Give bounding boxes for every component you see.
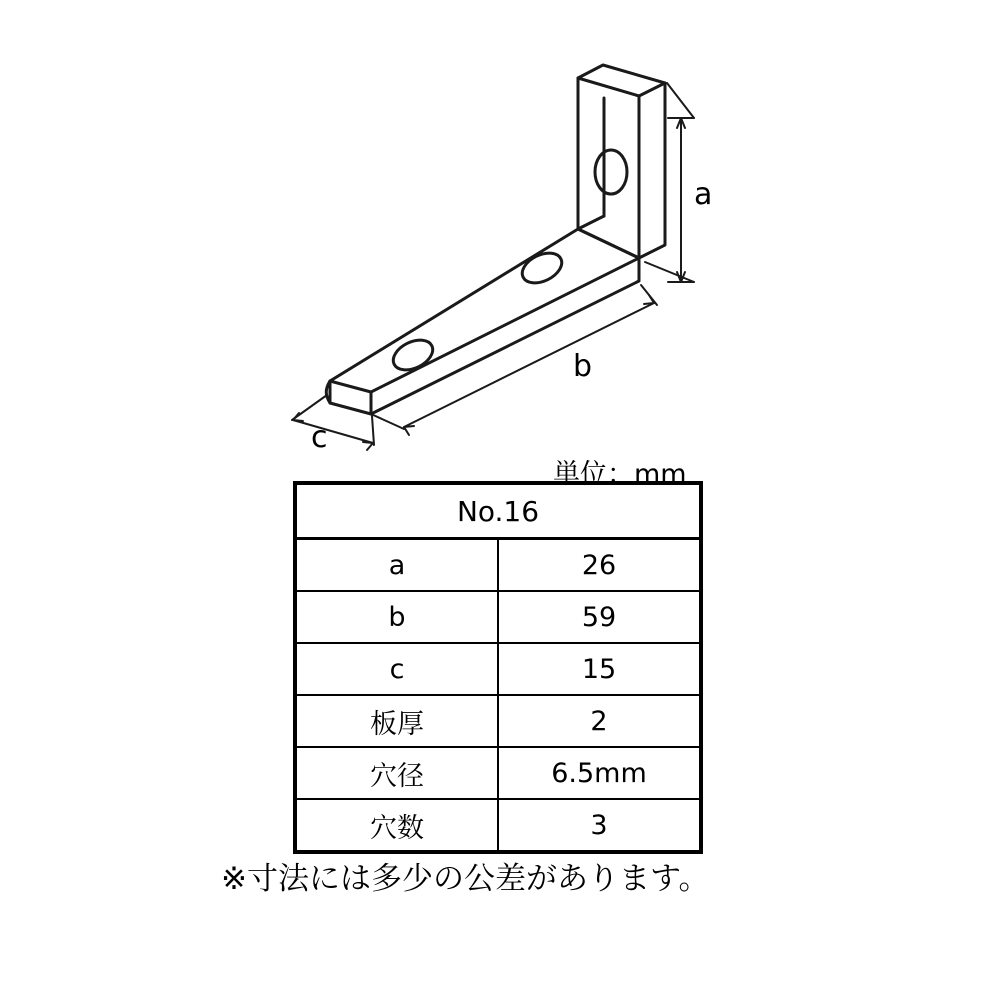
unit-note: 単位：mm bbox=[553, 459, 687, 490]
dimension-label-a: a bbox=[694, 177, 713, 212]
table-row bbox=[295, 747, 701, 799]
dimension-b-line bbox=[404, 295, 654, 435]
table-row bbox=[295, 799, 701, 852]
vertical-leg-front-face bbox=[578, 78, 639, 258]
table-cell-value: 2 bbox=[498, 695, 701, 747]
table-cell-value: 15 bbox=[498, 643, 701, 695]
table-row bbox=[295, 591, 701, 643]
horizontal-leg-front-face bbox=[371, 258, 639, 414]
bracket-drawing bbox=[0, 0, 1000, 480]
corner-fold-line bbox=[578, 216, 604, 229]
table-cell-key: b bbox=[295, 591, 498, 643]
dimension-label-b: b bbox=[573, 349, 593, 384]
hole-middle bbox=[517, 247, 566, 289]
table-cell-value: 59 bbox=[498, 591, 701, 643]
table-header-cell: No.16 bbox=[295, 483, 701, 539]
table-cell-key: 板厚 bbox=[295, 695, 498, 747]
table-row bbox=[295, 539, 701, 592]
table-cell-key: 穴数 bbox=[295, 799, 498, 852]
dimension-label-c: c bbox=[311, 420, 328, 455]
dimension-c-line bbox=[293, 413, 373, 450]
table-row bbox=[295, 643, 701, 695]
vertical-leg-side-face bbox=[639, 83, 665, 258]
table-cell-value: 26 bbox=[498, 539, 701, 592]
table-header-row bbox=[295, 483, 701, 539]
table-row bbox=[295, 695, 701, 747]
spec-table bbox=[293, 481, 703, 854]
dimension-a-line bbox=[668, 118, 694, 282]
hole-upper bbox=[595, 150, 627, 194]
table-cell-key: 穴径 bbox=[295, 747, 498, 799]
table-cell-value: 6.5mm bbox=[498, 747, 701, 799]
dimension-b-extension bbox=[371, 285, 657, 429]
table-cell-key: a bbox=[295, 539, 498, 592]
tolerance-footnote: ※寸法には多少の公差があります。 bbox=[221, 861, 710, 897]
table-cell-key: c bbox=[295, 643, 498, 695]
horizontal-leg-top-face bbox=[330, 229, 639, 392]
table-cell-value: 3 bbox=[498, 799, 701, 852]
